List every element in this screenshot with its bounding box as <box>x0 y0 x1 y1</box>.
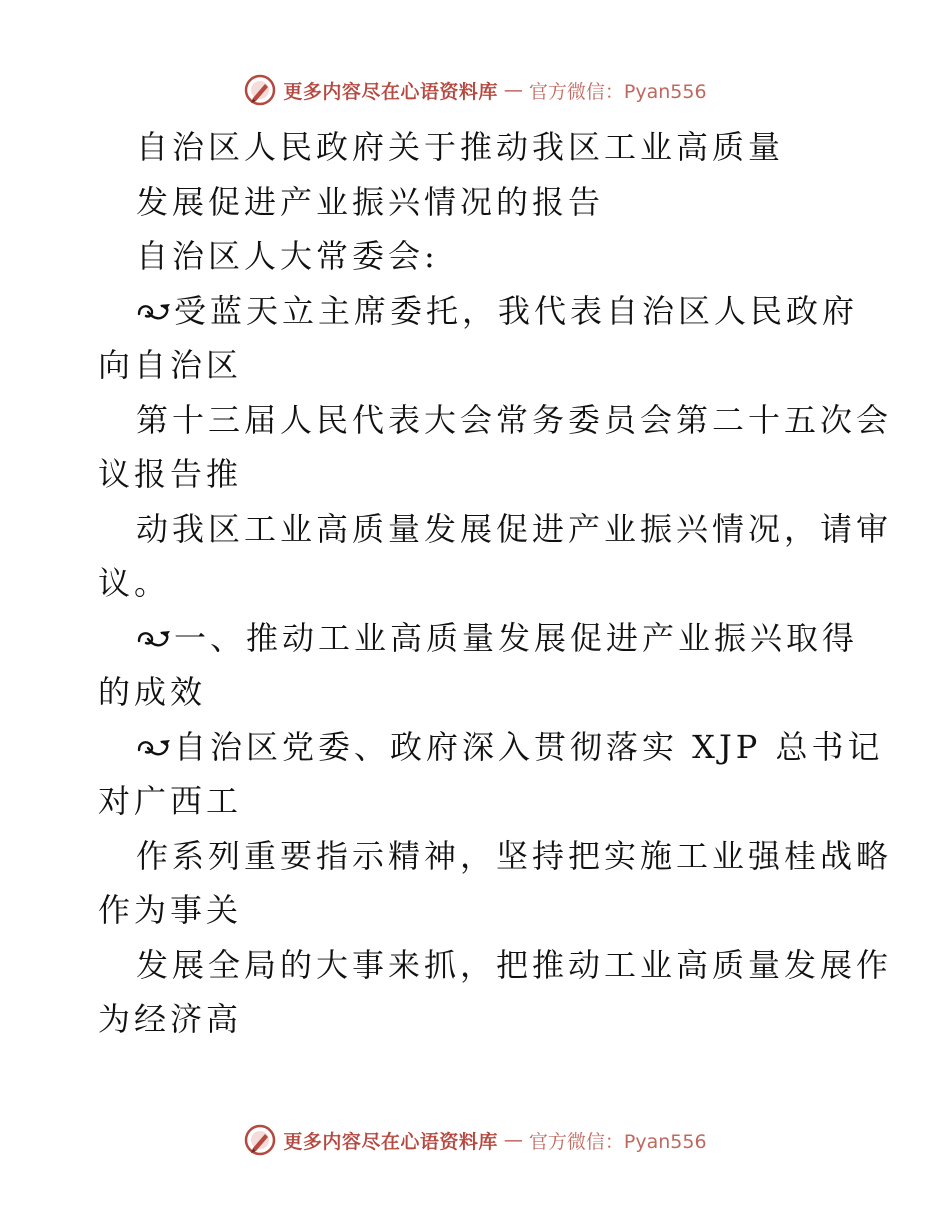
text-line <box>98 992 858 1047</box>
text-line <box>98 338 858 393</box>
document-body <box>98 120 893 1047</box>
text-line <box>98 175 858 230</box>
text-line <box>98 829 893 884</box>
pen-logo-icon <box>243 73 277 107</box>
text-line-content: 自治区党委、政府深入贯彻落实 XJP 总书记 <box>174 727 884 766</box>
text-line <box>98 447 858 502</box>
text-line <box>98 556 858 611</box>
banner-separator: — <box>503 79 523 101</box>
text-line-content: 为经济高 <box>98 1000 243 1038</box>
text-line <box>98 393 893 448</box>
text-line <box>98 611 858 666</box>
text-line <box>98 120 858 175</box>
text-line-content: 议报告推 <box>98 455 243 493</box>
footer-watermark-banner <box>0 1120 950 1160</box>
fleuron-bullet-icon <box>136 627 174 651</box>
banner-contact: 官方微信：Pyan556 <box>528 80 707 103</box>
banner-separator: — <box>503 1129 523 1151</box>
text-line-content: 作为事关 <box>98 891 243 929</box>
fleuron-bullet-icon <box>136 736 174 760</box>
header-watermark-banner <box>0 70 950 110</box>
text-line-content: 的成效 <box>98 673 207 711</box>
fleuron-bullet-icon <box>136 300 174 324</box>
text-line <box>98 284 858 339</box>
banner-contact: 官方微信：Pyan556 <box>528 1130 707 1153</box>
text-line-content: 自治区人大常委会: <box>136 237 439 275</box>
text-line-content: 动我区工业高质量发展促进产业振兴情况，请审 <box>136 509 893 548</box>
text-line-content: 作系列重要指示精神，坚持把实施工业强桂战略 <box>136 836 893 875</box>
text-line <box>98 229 858 284</box>
text-line <box>98 774 858 829</box>
text-line <box>98 938 893 993</box>
text-line-content: 发展全局的大事来抓，把推动工业高质量发展作 <box>136 945 893 984</box>
banner-text: 更多内容尽在心语资料库 <box>283 1130 498 1153</box>
banner-text: 更多内容尽在心语资料库 <box>283 80 498 103</box>
text-line <box>98 883 858 938</box>
text-line-content: 对广西工 <box>98 782 243 820</box>
text-line-content: 发展促进产业振兴情况的报告 <box>136 182 605 221</box>
text-line <box>98 665 858 720</box>
text-line-content: 一、推动工业高质量发展促进产业振兴取得 <box>174 618 859 657</box>
text-line-content: 自治区人民政府关于推动我区工业高质量 <box>136 128 785 166</box>
text-line-content: 向自治区 <box>98 346 243 384</box>
text-line <box>98 720 884 775</box>
text-line-content: 第十三届人民代表大会常务委员会第二十五次会 <box>136 400 893 439</box>
text-line-content: 议。 <box>98 564 171 602</box>
text-line-content: 受蓝天立主席委托，我代表自治区人民政府 <box>174 291 859 330</box>
pen-logo-icon <box>243 1123 277 1157</box>
text-line <box>98 502 893 557</box>
